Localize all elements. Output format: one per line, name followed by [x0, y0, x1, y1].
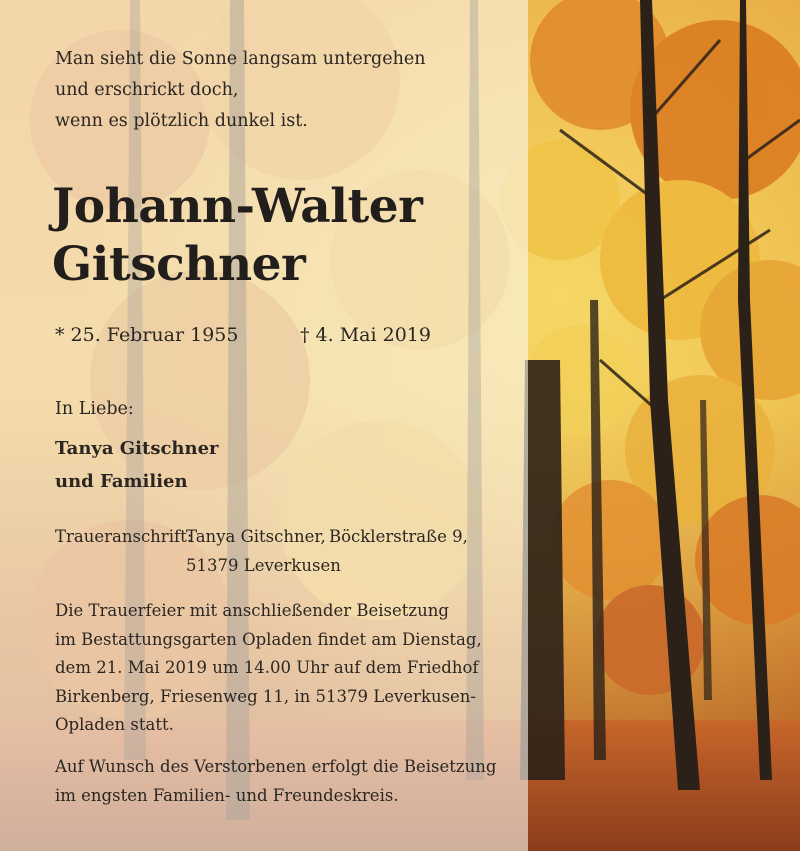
- death-date: † 4. Mai 2019: [300, 324, 431, 346]
- address-city: 51379 Leverkusen: [186, 556, 341, 575]
- ceremony-info: [55, 597, 482, 740]
- address-label: Traueranschrift:: [55, 527, 193, 546]
- mourners-intro: In Liebe:: [55, 399, 134, 419]
- ceremony-line: Opladen statt.: [55, 715, 174, 734]
- deceased-name: [52, 178, 422, 294]
- ceremony-line: im Bestattungsgarten Opladen findet am Dienstag,: [55, 629, 482, 649]
- birth-date: * 25. Februar 1955: [55, 324, 239, 346]
- deceased-first-name: Johann-Walter: [52, 179, 423, 234]
- mourner-line: und Familien: [55, 471, 188, 492]
- mourner-line: Tanya Gitschner: [55, 438, 219, 459]
- address-name: Tanya Gitschner,: [186, 527, 326, 546]
- ceremony-line: dem 21. Mai 2019 um 14.00 Uhr auf dem Friedhof: [55, 658, 479, 677]
- wish-line: Auf Wunsch des Verstorbenen erfolgt die Beisetzung: [55, 757, 497, 776]
- deceased-last-name: Gitschner: [52, 237, 306, 292]
- wish-line: im engsten Familien- und Freundeskreis.: [55, 785, 399, 805]
- address-street: Böcklerstraße 9,: [329, 527, 468, 546]
- poem-line: wenn es plötzlich dunkel ist.: [55, 111, 308, 131]
- poem-line: und erschrickt doch,: [55, 80, 239, 100]
- burial-wish: [55, 753, 496, 810]
- ceremony-line: Birkenberg, Friesenweg 11, in 51379 Leverkusen-: [55, 686, 476, 706]
- ceremony-line: Die Trauerfeier mit anschließender Beisetzung: [55, 601, 449, 620]
- memorial-poem: [55, 44, 426, 137]
- mourners-names: [55, 432, 219, 498]
- poem-line: Man sieht die Sonne langsam untergehen: [55, 49, 426, 69]
